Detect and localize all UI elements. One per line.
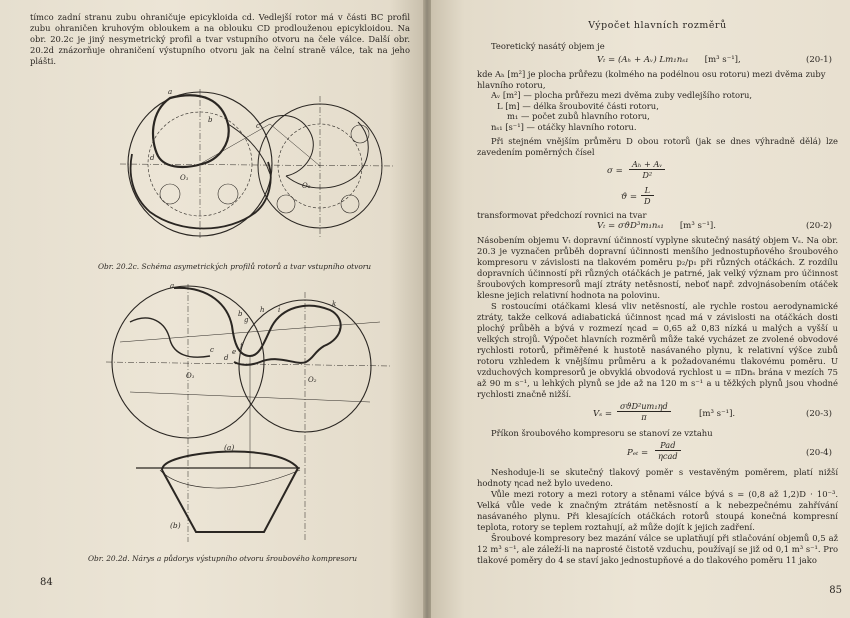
definition-row: L [m] — délka šroubovité části rotoru,	[497, 100, 659, 111]
right-paragraph-2: Při stejném vnějším průměru D obou rotorů (jak se dnes výhradně dělá) lze zavedením poměrných čísel	[477, 135, 838, 157]
equation-20-4-denominator: ηcad	[658, 450, 678, 461]
equation-20-1-unit: [m³ s⁻¹],	[704, 55, 741, 65]
definition-row: Aᵥ [m²] — plocha průřezu mezi dvěma zuby vedlejšího rotoru,	[491, 90, 753, 101]
figure-20-2d	[100, 282, 400, 552]
equation-20-4-fraction	[655, 440, 681, 461]
fig-d-label-o2: O₂	[308, 376, 317, 384]
equation-20-1-body: Vₜ = (Aₕ + Aᵥ) Lm₁nₛ₁	[597, 55, 689, 65]
equation-20-4-number: (20-4)	[805, 447, 832, 458]
fig-c-label-b: b	[208, 116, 213, 124]
fig-d-label-d: d	[224, 354, 229, 362]
fig-d-label-a: a	[170, 282, 175, 290]
theta-denominator: D	[644, 195, 651, 206]
figure-20-2c	[110, 84, 410, 244]
theta-fraction	[641, 185, 654, 206]
fig-d-label-b: b	[238, 310, 243, 318]
right-paragraph-7: Neshoduje-li se skutečný tlakový poměr s vestavěným poměrem, platí nižší hodnoty ηcad než bylo uvedeno.	[477, 466, 838, 488]
page-number-right: 85	[829, 585, 842, 596]
fig-c-label-c: c	[256, 122, 260, 130]
section-heading: Výpočet hlavních rozměrů	[588, 20, 727, 31]
left-page	[0, 0, 423, 618]
fig-d-label-o1: O₁	[186, 372, 195, 380]
equation-20-2	[477, 221, 838, 235]
fig-d-label-g: g	[244, 316, 249, 324]
variable-definitions	[477, 69, 838, 133]
sigma-fraction	[629, 159, 665, 180]
fig-d-label-h: h	[260, 306, 265, 314]
equation-20-2-body: Vₜ = σϑD³m₁nₛ₁	[597, 220, 664, 231]
right-paragraph-8: Vůle mezi rotory a mezi rotory a stěnami válce bývá s = (0,8 až 1,2)D · 10⁻³. Velká vůle vede k značným ztrátám netěsností a k nebezpečnému zahřívání nasávaného plynu. Při klesajících otáčkách rotorů stoupá konečná kompresní teplota, rotory se teplem roztahují, až může dojít k jejich zadření.	[477, 488, 838, 532]
equation-20-3	[477, 400, 838, 428]
fig-c-label-o2: O₂	[302, 182, 311, 190]
fig-d-label-f: f	[240, 342, 243, 350]
equation-theta	[477, 184, 838, 210]
equation-20-3-lhs: Vₛ =	[593, 408, 613, 419]
fig-d-label-section-a: (a)	[224, 443, 235, 452]
book-gutter	[423, 0, 431, 618]
caption-figure-20-2d: Obr. 20.2d. Nárys a půdorys výstupního otvoru šroubového kompresoru	[88, 554, 357, 563]
equation-20-4-lhs: Pₑₜ =	[627, 447, 649, 458]
equation-20-3-number: (20-3)	[805, 408, 832, 419]
equation-20-1-number: (20-1)	[805, 55, 832, 65]
right-paragraph-1: Teoretický nasátý objem je	[491, 41, 605, 51]
fig-d-label-e: e	[232, 348, 237, 356]
fig-c-label-d: d	[150, 154, 155, 162]
definition-row: m₁ — počet zubů hlavního rotoru,	[507, 111, 650, 122]
fig-d-label-section-b: (b)	[170, 521, 181, 530]
fig-c-label-o1: O₁	[180, 174, 189, 182]
fig-d-label-l: l	[338, 328, 341, 336]
definition-row: kde Aₕ [m²] je plocha průřezu (kolmého na podélnou osu rotoru) mezi dvěma zuby hlavního rotoru,	[477, 69, 826, 90]
equation-20-3-fraction	[617, 401, 671, 422]
caption-figure-20-2c: Obr. 20.2c. Schéma asymetrických profilů rotorů a tvar vstupního otvoru	[98, 262, 372, 271]
fig-d-label-i: i	[278, 306, 281, 314]
theta-lhs: ϑ =	[621, 191, 638, 202]
right-paragraph-9: Šroubové kompresory bez mazání válce se uplatňují při stlačování objemů 0,5 až 12 m³ s⁻¹, ale záleží-li na naprosté čistotě vzduchu, používají se již od 0,1 m³ s⁻¹. Pro tlakové poměry do 4 se staví jako jednostupňové a do tlakového poměru 11 jako	[477, 532, 838, 565]
page-number-left: 84	[40, 577, 53, 588]
right-paragraph-3: transformovat předchozí rovnici na tvar	[477, 209, 647, 220]
left-intro-paragraph: tímco zadní stranu zubu ohraničuje epicykloida cd. Vedlejší rotor má v části BC profil zubu ohraničen kruhovým obloukem a na oblouku CD prodlouženou epicykloidou. Na obr. 20.2c je jiný nesymetrický profil a tvar vstupního otvoru na čele válce. Další obr. 20.2d znázorňuje ohraničení výstupního otvoru jak na čelní straně válce, tak na jeho plášti.	[30, 12, 410, 66]
equation-sigma	[477, 158, 838, 184]
sigma-denominator: D²	[642, 169, 653, 180]
sigma-lhs: σ =	[607, 165, 623, 176]
right-paragraph-6: Příkon šroubového kompresoru se stanoví ze vztahu	[491, 427, 713, 438]
equation-20-2-unit: [m³ s⁻¹].	[679, 220, 716, 231]
equation-20-3-denominator: π	[641, 411, 647, 422]
right-paragraph-4: Násobením objemu Vₜ dopravní účinností vyplyne skutečný nasátý objem Vₛ. Na obr. 20.3 je vyznačen průběh dopravní účinnosti menšího jednostupňového šroubového kompresoru v závislosti na tlakovém poměru p₂/p₁ při různých otáčkách. Z rozdílu dopravních účinností při různých otáčkách je patrné, jak velký význam pro účinnost šroubových kompresorů mají ztráty netěsností, neboť např. zdvojnásobením otáček klesne jejich relativní hodnota na polovinu.	[477, 234, 838, 300]
sigma-numerator: Aₕ + Aᵥ	[629, 159, 665, 170]
equation-20-4-numerator: Pad	[655, 440, 681, 451]
equation-20-1	[477, 55, 838, 69]
right-page	[431, 0, 850, 618]
fig-d-label-c: c	[210, 346, 214, 354]
theta-numerator: L	[641, 185, 654, 196]
fig-c-label-a: a	[168, 88, 173, 96]
equation-20-3-unit: [m³ s⁻¹].	[699, 408, 736, 419]
equation-20-3-numerator: σϑD²um₁ηd	[617, 401, 671, 412]
equation-20-2-number: (20-2)	[805, 220, 832, 231]
definition-row: nₛ₁ [s⁻¹] — otáčky hlavního rotoru.	[491, 121, 637, 132]
fig-d-label-k: k	[332, 300, 337, 308]
equation-20-4	[477, 439, 838, 467]
right-paragraph-5: S rostoucími otáčkami klesá vliv netěsností, ale rychle rostou aerodynamické ztráty, takže celková adiabatická účinnost ηcad má v závislosti na otáčkách dosti plochý průběh a bývá v rozmezí ηcad = 0,65 až 0,83 nízká u malých a vyšší u velkých strojů. Výpočet hlavních rozměrů může také vycházet ze zvolené obvodové rychlosti rotorů, přiměřené k hustotě nasávaného plynu, k relativní výšce zubů rotoru vzhledem k vnějšímu průměru a k požadovanému tlakovému poměru. U vzduchových kompresorů je obvyklá obvodová rychlost u = πDnₛ brána v mezích 75 až 90 m s⁻¹, u lehkých plynů se jde až na 120 m s⁻¹ a u těžkých plynů jsou vhodné rychlosti značně nižší.	[477, 300, 838, 399]
